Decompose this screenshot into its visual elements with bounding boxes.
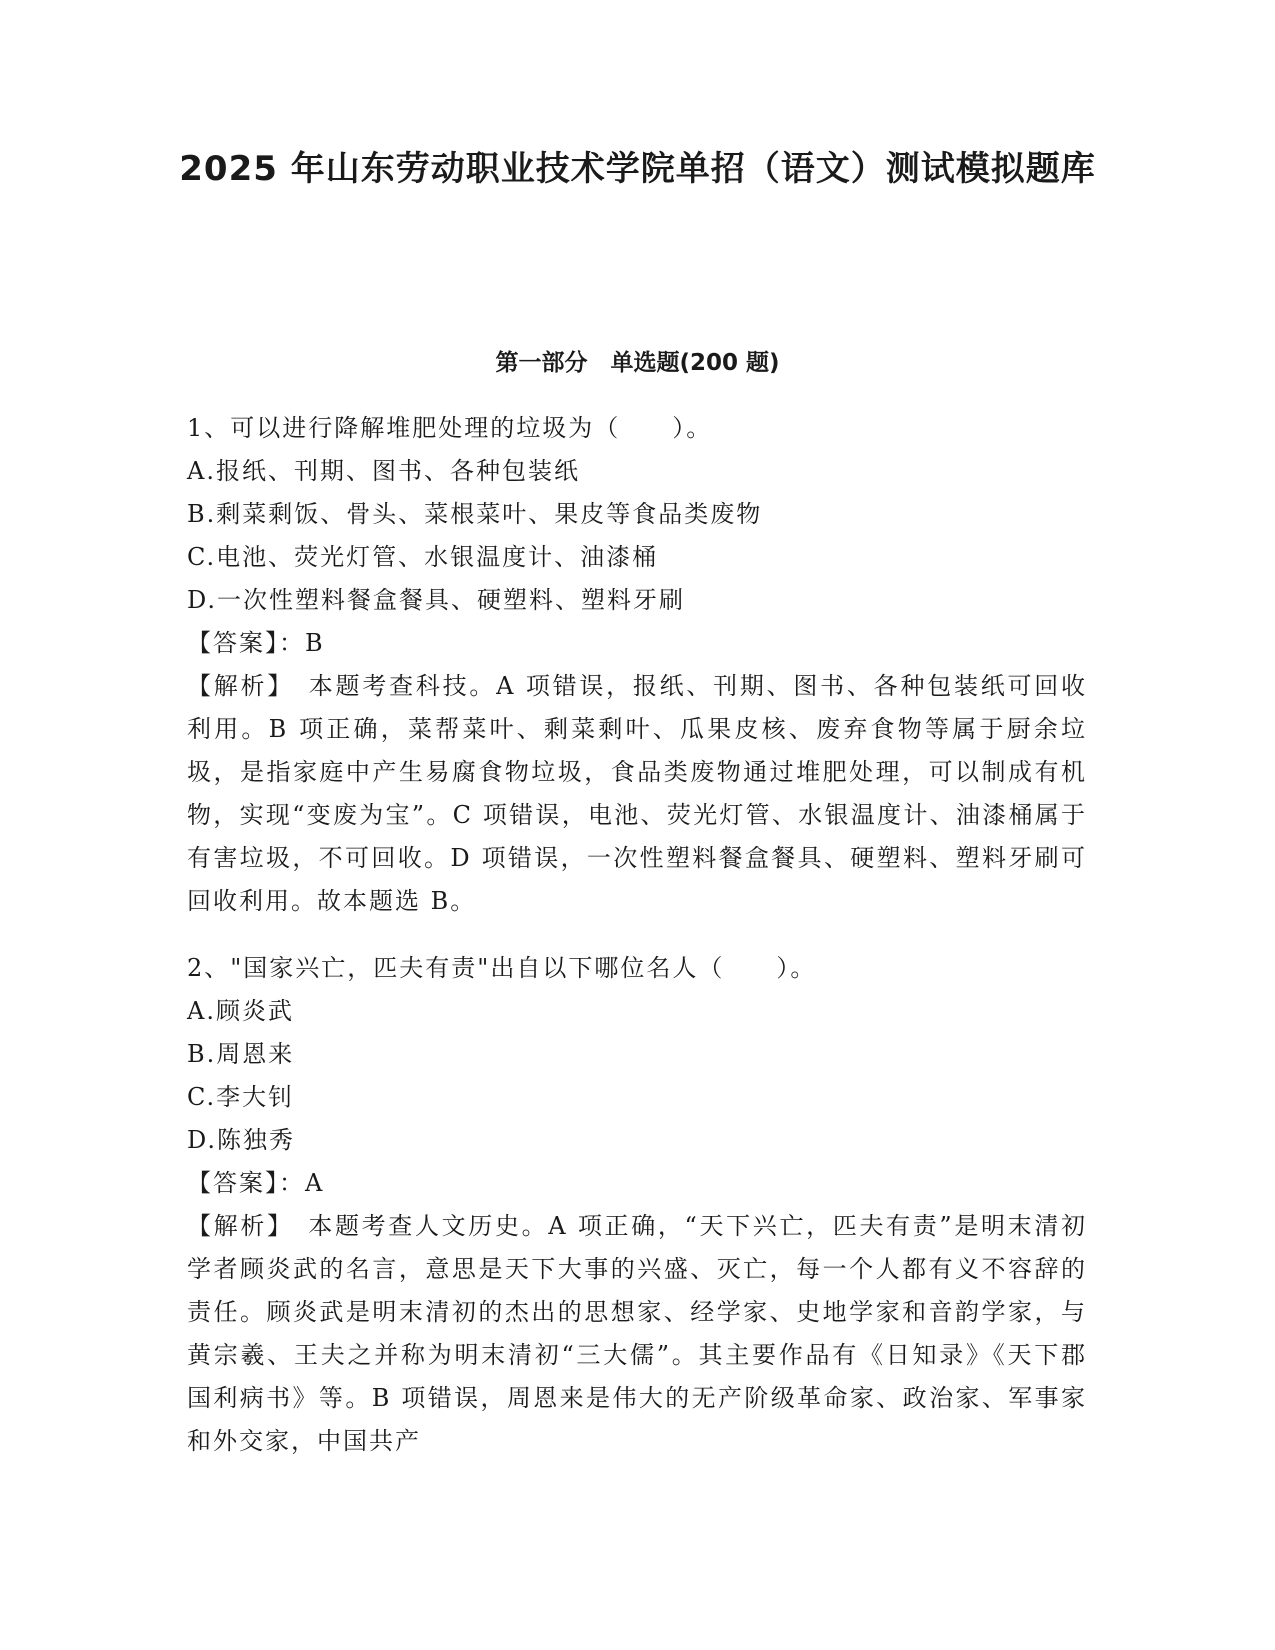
option-d: D.一次性塑料餐盒餐具、硬塑料、塑料牙刷: [187, 586, 686, 614]
question-stem: 2、"国家兴亡，匹夫有责"出自以下哪位名人（ ）。: [187, 954, 817, 982]
option-b: B.剩菜剩饭、骨头、菜根菜叶、果皮等食品类废物: [187, 500, 763, 528]
explanation-label: 【解析】: [187, 672, 309, 700]
section-title: 第一部分 单选题(200 题): [495, 350, 780, 376]
answer-line: [187, 622, 1087, 665]
answer-label: 【答案】：: [187, 1169, 305, 1197]
question-1: [187, 407, 1087, 923]
document-title: 2025 年山东劳动职业技术学院单招（语文）测试模拟题库: [179, 149, 1096, 189]
explanation-text: 本题考查科技。A 项错误，报纸、刊期、图书、各种包装纸可回收利用。B 项正确，菜帮菜叶、剩菜剩叶、瓜果皮核、废弃食物等属于厨余垃圾，是指家庭中产生易腐食物垃圾，食品类废物通过堆肥处理，可以制成有机物，实现“变废为宝”。C 项错误，电池、荧光灯管、水银温度计、油漆桶属于有害垃圾，不可回收。D 项错误，一次性塑料餐盒餐具、硬塑料、塑料牙刷可回收利用。故本题选 B。: [187, 672, 1087, 915]
option-b: B.周恩来: [187, 1040, 295, 1068]
option-c: C.李大钊: [187, 1083, 295, 1111]
question-stem: 1、可以进行降解堆肥处理的垃圾为（ ）。: [187, 414, 713, 442]
explanation-block: [187, 665, 1087, 923]
answer-value: B: [305, 629, 325, 657]
question-2: [187, 947, 1087, 1463]
option-d: D.陈独秀: [187, 1126, 296, 1154]
explanation-text: 本题考查人文历史。A 项正确，“天下兴亡，匹夫有责”是明末清初学者顾炎武的名言，意思是天下大事的兴盛、灭亡，每一个人都有义不容辞的责任。顾炎武是明末清初的杰出的思想家、经学家、史地学家和音韵学家，与黄宗羲、王夫之并称为明末清初“三大儒”。其主要作品有《日知录》《天下郡国利病书》等。B 项错误，周恩来是伟大的无产阶级革命家、政治家、军事家和外交家，中国共产: [187, 1212, 1088, 1455]
answer-value: A: [305, 1169, 325, 1197]
option-a: A.顾炎武: [187, 997, 294, 1025]
option-c: C.电池、荧光灯管、水银温度计、油漆桶: [187, 543, 659, 571]
explanation-label: 【解析】: [187, 1212, 309, 1240]
answer-label: 【答案】：: [187, 629, 305, 657]
explanation-block: [187, 1205, 1087, 1463]
option-a: A.报纸、刊期、图书、各种包装纸: [187, 457, 580, 485]
answer-line: [187, 1162, 1087, 1205]
